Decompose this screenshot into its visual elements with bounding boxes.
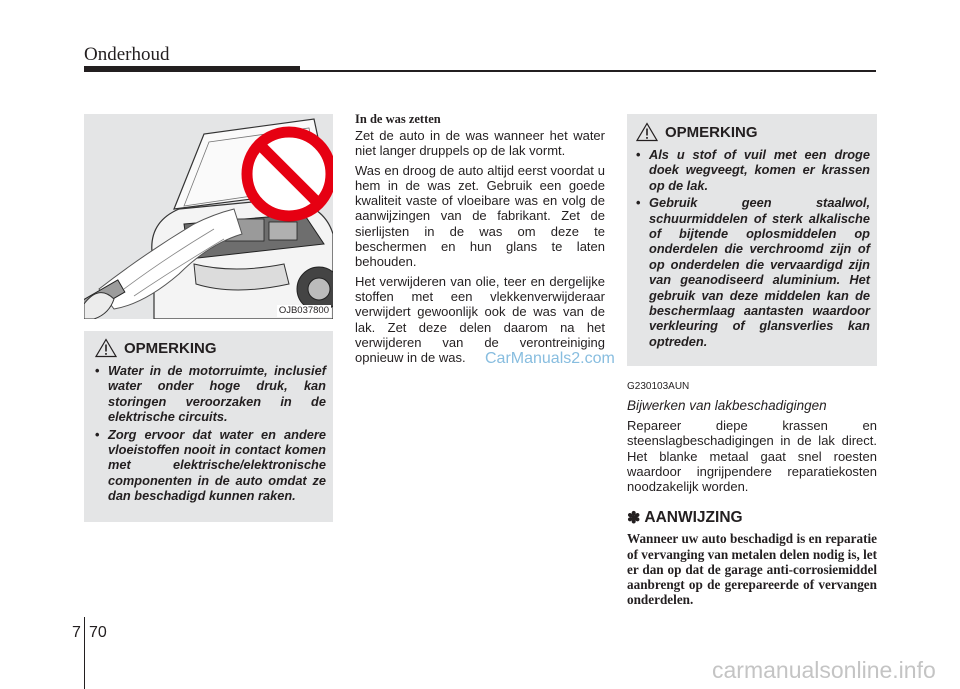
caution-item: • Gebruik geen staalwol, schuurmiddelen of sterk alkalische of bijtende oplosmiddelen op onderdelen die verchroomd zijn of op onderdelen die vervaardigd zijn van geanodiseerd aluminium. Het gebruik van deze middelen kan de beschermlaag aantasten waardoor verkleuring of glansverlies kan optreden.: [636, 195, 870, 349]
caution-header: [95, 336, 326, 360]
subsection-heading: Bijwerken van lakbeschadigingen: [627, 398, 827, 413]
asterisk-icon: ✽: [627, 510, 641, 528]
footer-rule: [84, 617, 85, 689]
reference-code: G230103AUN: [627, 381, 690, 392]
caution-box-paint-care: [627, 114, 877, 366]
caution-item: • Water in de motorruimte, inclusief water onder hoge druk, kan storingen veroorzaken in de elektrische circuits.: [95, 363, 326, 425]
chapter-number: 7: [72, 624, 81, 641]
caution-item: • Als u stof of vuil met een droge doek wegveegt, komen er krassen op de lak.: [636, 147, 870, 193]
note-title: AANWIJZING: [644, 509, 743, 527]
watermark-bottom: carmanualsonline.info: [712, 657, 936, 683]
caution-header: [636, 120, 870, 144]
header-rule: [300, 70, 876, 72]
washing-section: [355, 112, 605, 369]
note-text: Wanneer uw auto beschadigd is en reparatie of vervanging van metalen delen nodig is, let er dan op dat de garage anti-corrosiemiddel aanbrengt op de gerepareerde of vervangen onderdelen.: [627, 531, 877, 608]
paint-repair-section: [627, 380, 877, 608]
caution-title: OPMERKING: [124, 339, 217, 357]
section-title: In de was zetten: [355, 112, 441, 126]
image-code: OJB037800: [278, 305, 329, 316]
header-bar: [84, 66, 300, 72]
warning-triangle-icon: [636, 122, 658, 142]
caution-title: OPMERKING: [665, 123, 758, 141]
caution-list: [636, 147, 870, 349]
caution-item: • Zorg ervoor dat water en andere vloeistoffen nooit in contact komen met elektrische/elektronische componenten in de auto omdat ze dan beschadigd kunnen raken.: [95, 427, 326, 504]
warning-triangle-icon: [95, 338, 117, 358]
body-paragraph: Het verwijderen van olie, teer en dergelijke stoffen met een vlekkenverwijderaar verwijdert gewoonlijk ook de was van de lak. Zet deze delen daarom na het verwijderen van de verontreiniging opnieuw in de was.: [355, 273, 605, 366]
watermark-middle: CarManuals2.com: [485, 350, 615, 367]
note-header: [627, 508, 877, 528]
body-paragraph: Zet de auto in de was wanneer het water niet langer druppels op de lak vormt.: [355, 128, 605, 159]
body-paragraph: Repareer diepe krassen en steenslagbeschadigingen in de lak direct. Het blanke metaal gaat snel roesten waardoor ingrijpendere reparatiekosten noodzakelijk worden.: [627, 418, 877, 495]
caution-list: [95, 363, 326, 504]
engine-wash-illustration: [84, 114, 333, 319]
caution-box-engine-water: [84, 331, 333, 522]
page-number: 70: [89, 624, 107, 641]
header-title: Onderhoud: [84, 44, 170, 65]
body-paragraph: Was en droog de auto altijd eerst voordat u hem in de was zet. Gebruik een goede kwaliteit vaste of vloeibare was en volg de aanwijzingen van de fabrikant. Zet de sierlijsten in de was om deze te beschermen en hun glans te laten behouden.: [355, 162, 605, 270]
car-engine-bay-drawing: [84, 114, 333, 319]
